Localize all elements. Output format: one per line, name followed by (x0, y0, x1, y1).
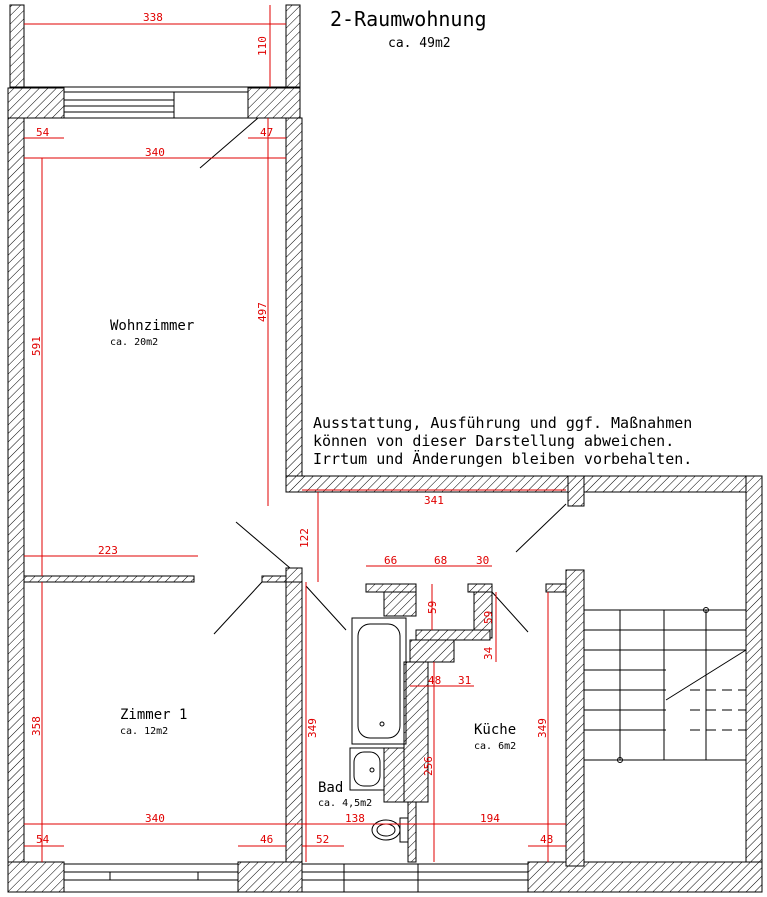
dim-living-total-height: 591 (30, 336, 43, 356)
dim-kitchen-wall: 256 (422, 756, 435, 776)
dim-bath-w2: 68 (434, 554, 448, 567)
dim-living-width: 340 (145, 146, 165, 159)
inner-walls (24, 568, 584, 866)
dim-bath-height: 349 (306, 718, 319, 738)
bathtub (352, 618, 406, 744)
dim-shaft-h1: 59 (426, 600, 439, 614)
dim-living-lower-width: 223 (98, 544, 118, 557)
dim-shaft-h2: 59 (482, 610, 495, 624)
room-wohnzimmer-name: Wohnzimmer (110, 318, 195, 334)
dim-balcony-width: 338 (143, 11, 163, 24)
staircase (584, 608, 746, 763)
disclaimer-line-2: können von dieser Darstellung abweichen. (313, 432, 675, 450)
dim-room1-height: 358 (30, 716, 43, 736)
dim-balcony-depth: 110 (256, 36, 269, 56)
disclaimer-line-1: Ausstattung, Ausführung und ggf. Maßnahmen (313, 414, 693, 432)
dim-window-left: 54 (36, 126, 50, 139)
top-window (64, 92, 248, 118)
door-swings (200, 118, 566, 634)
washbasin (350, 748, 384, 790)
room-wohnzimmer-area: ca. 20m2 (110, 337, 159, 348)
dim-bottom-mid: 52 (316, 833, 330, 846)
plan-title: 2-Raumwohnung (330, 7, 487, 31)
dim-bath-w3: 30 (476, 554, 490, 567)
dim-bottom-left1: 54 (36, 833, 50, 846)
dim-shaft-w2: 31 (458, 674, 472, 687)
dim-bath-w1: 66 (384, 554, 398, 567)
dim-corridor-height: 122 (298, 528, 311, 548)
room-zimmer1-area: ca. 12m2 (120, 726, 169, 737)
disclaimer (313, 414, 692, 468)
dim-bottom-kitchen-width: 194 (480, 812, 500, 825)
room-bad-name: Bad (318, 780, 344, 796)
plan-subtitle: ca. 49m2 (388, 36, 451, 51)
room-kueche-area: ca. 6m2 (474, 741, 517, 752)
dim-bottom-bad-width: 138 (345, 812, 365, 825)
room-zimmer1-name: Zimmer 1 (120, 707, 188, 723)
dim-kitchen-height: 349 (536, 718, 549, 738)
room-kueche-name: Küche (474, 722, 517, 738)
dim-kitchen-width: 341 (424, 494, 444, 507)
room-bad-area: ca. 4,5m2 (318, 798, 373, 809)
dim-living-inner-height: 497 (256, 302, 269, 322)
dim-shaft-w1: 48 (428, 674, 442, 687)
dim-shaft-h3: 34 (482, 646, 495, 660)
dim-bottom-right: 48 (540, 833, 554, 846)
dim-window-right: 47 (260, 126, 274, 139)
dim-bottom-left2: 46 (260, 833, 274, 846)
toilet (372, 818, 408, 842)
dim-bottom-room1-width: 340 (145, 812, 165, 825)
disclaimer-line-3: Irrtum und Änderungen bleiben vorbehalten. (313, 450, 693, 468)
